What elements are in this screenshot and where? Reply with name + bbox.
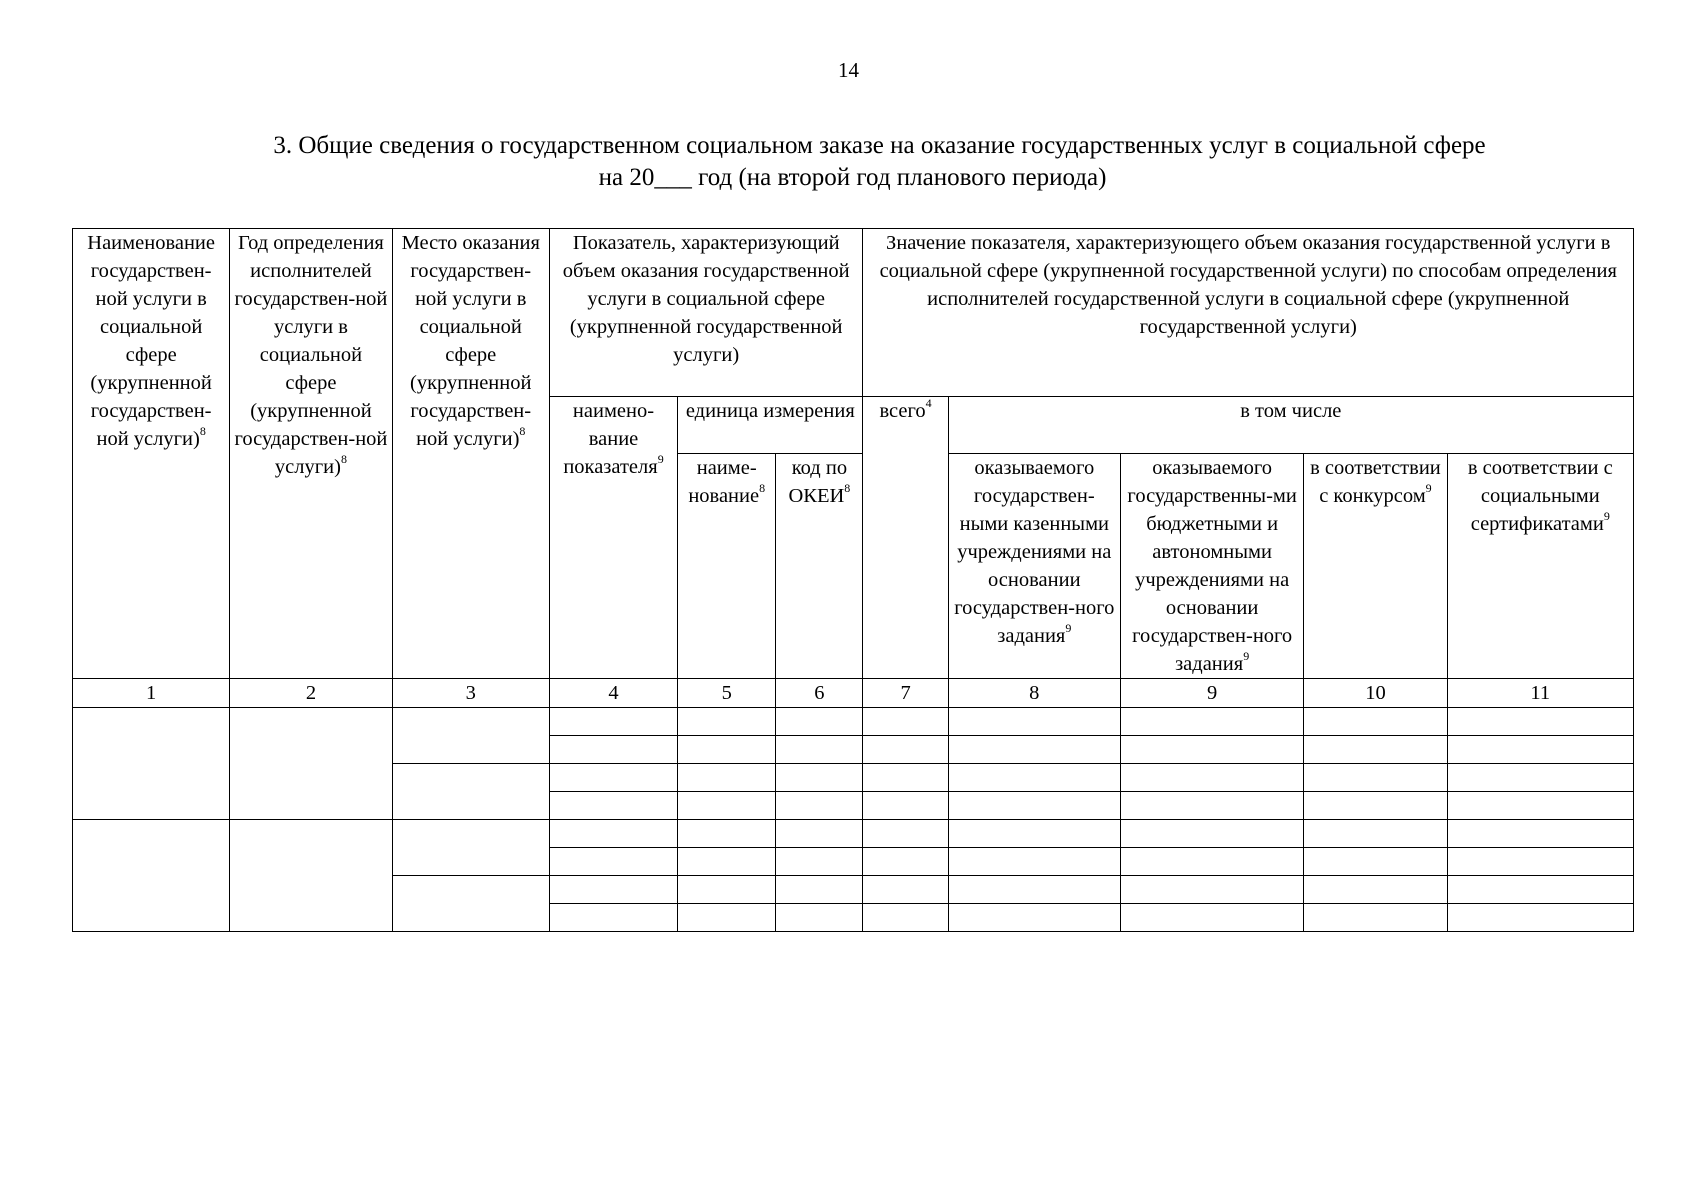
data-cell[interactable] (863, 736, 948, 764)
place-cell[interactable] (392, 876, 549, 932)
data-cell[interactable] (549, 792, 677, 820)
data-cell[interactable] (549, 876, 677, 904)
data-cell[interactable] (776, 904, 863, 932)
column-number: 11 (1447, 679, 1633, 708)
data-cell[interactable] (1304, 876, 1447, 904)
data-cell[interactable] (948, 708, 1120, 736)
data-cell[interactable] (1447, 848, 1633, 876)
section-title-line1: 3. Общие сведения о государственном социальном заказе на оказание государственных услуг в социальной сфере (273, 132, 1486, 159)
column-number: 8 (948, 679, 1120, 708)
data-cell[interactable] (1447, 764, 1633, 792)
data-cell[interactable] (1120, 736, 1303, 764)
data-cell[interactable] (776, 820, 863, 848)
data-cell[interactable] (678, 792, 776, 820)
data-cell[interactable] (1120, 764, 1303, 792)
header-year: Год определения исполнителей государствен-ной услуги в социальной сфере (укрупненной государствен-ной услуги)$^8$ (230, 229, 392, 679)
column-number: 3 (392, 679, 549, 708)
header-total: всего$^4$ (863, 397, 948, 679)
data-cell[interactable] (1304, 848, 1447, 876)
section-title (0, 130, 1697, 194)
data-cell[interactable] (948, 820, 1120, 848)
data-cell[interactable] (1304, 820, 1447, 848)
data-cell[interactable] (948, 736, 1120, 764)
data-cell[interactable] (549, 736, 677, 764)
header-by-competition: в соответствии с конкурсом$^9$ (1304, 454, 1447, 679)
data-cell[interactable] (776, 792, 863, 820)
data-cell[interactable] (948, 876, 1120, 904)
header-value-group: Значение показателя, характеризующего объем оказания государственной услуги в социальной сфере (укрупненной государственной услуги) по способам определения исполнителей государственной услуги в социальной сфере (укрупненной государственной услуги) (863, 229, 1634, 397)
header-service-name: Наименование государствен-ной услуги в социальной сфере (укрупненной государствен-ной услуги)$^8$ (73, 229, 230, 679)
data-cell[interactable] (948, 764, 1120, 792)
data-cell[interactable] (1304, 736, 1447, 764)
data-cell[interactable] (776, 848, 863, 876)
data-cell[interactable] (776, 736, 863, 764)
data-cell[interactable] (678, 904, 776, 932)
data-cell[interactable] (1120, 708, 1303, 736)
data-cell[interactable] (948, 792, 1120, 820)
header-indicator-group: Показатель, характеризующий объем оказания государственной услуги в социальной сфере (укрупненной государственной услуги) (549, 229, 863, 397)
social-order-table (72, 228, 1634, 932)
data-cell[interactable] (863, 904, 948, 932)
header-unit-code: код по ОКЕИ$^8$ (776, 454, 863, 679)
data-cell[interactable] (863, 792, 948, 820)
data-cell[interactable] (1447, 820, 1633, 848)
table-row (73, 708, 1634, 736)
column-number: 10 (1304, 679, 1447, 708)
column-number: 5 (678, 679, 776, 708)
data-cell[interactable] (1120, 876, 1303, 904)
header-row-1 (73, 229, 1634, 397)
header-budget-autonomous: оказываемого государственны-ми бюджетными и автономными учреждениями на основании государствен-ного задания$^9$ (1120, 454, 1303, 679)
header-place: Место оказания государствен-ной услуги в социальной сфере (укрупненной государствен-ной услуги)$^8$ (392, 229, 549, 679)
column-number: 7 (863, 679, 948, 708)
header-unit-group: единица измерения (678, 397, 863, 454)
data-cell[interactable] (1120, 820, 1303, 848)
data-cell[interactable] (678, 764, 776, 792)
column-number: 6 (776, 679, 863, 708)
data-cell[interactable] (549, 848, 677, 876)
header-unit-name: наиме-нование$^8$ (678, 454, 776, 679)
year-cell[interactable] (230, 820, 392, 932)
data-cell[interactable] (678, 848, 776, 876)
data-cell[interactable] (863, 876, 948, 904)
column-number: 4 (549, 679, 677, 708)
column-numbers-row (73, 679, 1634, 708)
data-cell[interactable] (776, 708, 863, 736)
place-cell[interactable] (392, 820, 549, 876)
service-name-cell[interactable] (73, 708, 230, 820)
column-number: 2 (230, 679, 392, 708)
data-cell[interactable] (863, 708, 948, 736)
data-cell[interactable] (1304, 904, 1447, 932)
data-cell[interactable] (1304, 764, 1447, 792)
column-number: 1 (73, 679, 230, 708)
header-by-certificates: в соответствии с социальными сертификатами$^9$ (1447, 454, 1633, 679)
column-number: 9 (1120, 679, 1303, 708)
data-cell[interactable] (1304, 792, 1447, 820)
data-cell[interactable] (549, 904, 677, 932)
data-cell[interactable] (1120, 904, 1303, 932)
data-cell[interactable] (1120, 792, 1303, 820)
data-cell[interactable] (678, 820, 776, 848)
data-cell[interactable] (1447, 736, 1633, 764)
data-cell[interactable] (678, 876, 776, 904)
data-cell[interactable] (1447, 708, 1633, 736)
place-cell[interactable] (392, 764, 549, 820)
data-cell[interactable] (863, 820, 948, 848)
data-cell[interactable] (776, 764, 863, 792)
header-including: в том числе (948, 397, 1633, 454)
data-cell[interactable] (1120, 848, 1303, 876)
place-cell[interactable] (392, 708, 549, 764)
service-name-cell[interactable] (73, 820, 230, 932)
data-cell[interactable] (678, 708, 776, 736)
data-cell[interactable] (678, 736, 776, 764)
data-cell[interactable] (1447, 792, 1633, 820)
data-cell[interactable] (549, 820, 677, 848)
data-cell[interactable] (863, 764, 948, 792)
data-cell[interactable] (549, 764, 677, 792)
data-cell[interactable] (1304, 708, 1447, 736)
table-row (73, 820, 1634, 848)
header-state-owned: оказываемого государствен-ными казенными учреждениями на основании государствен-ного задания$^9$ (948, 454, 1120, 679)
data-cell[interactable] (549, 708, 677, 736)
header-indicator-name: наимено-вание показателя$^9$ (549, 397, 677, 679)
year-cell[interactable] (230, 708, 392, 820)
page-number: 14 (838, 58, 859, 82)
section-title-line2: на 20___ год (на второй год планового периода) (598, 164, 1107, 191)
data-cell[interactable] (948, 848, 1120, 876)
data-cell[interactable] (1447, 904, 1633, 932)
data-cell[interactable] (863, 848, 948, 876)
data-cell[interactable] (1447, 876, 1633, 904)
data-cell[interactable] (776, 876, 863, 904)
data-cell[interactable] (948, 904, 1120, 932)
